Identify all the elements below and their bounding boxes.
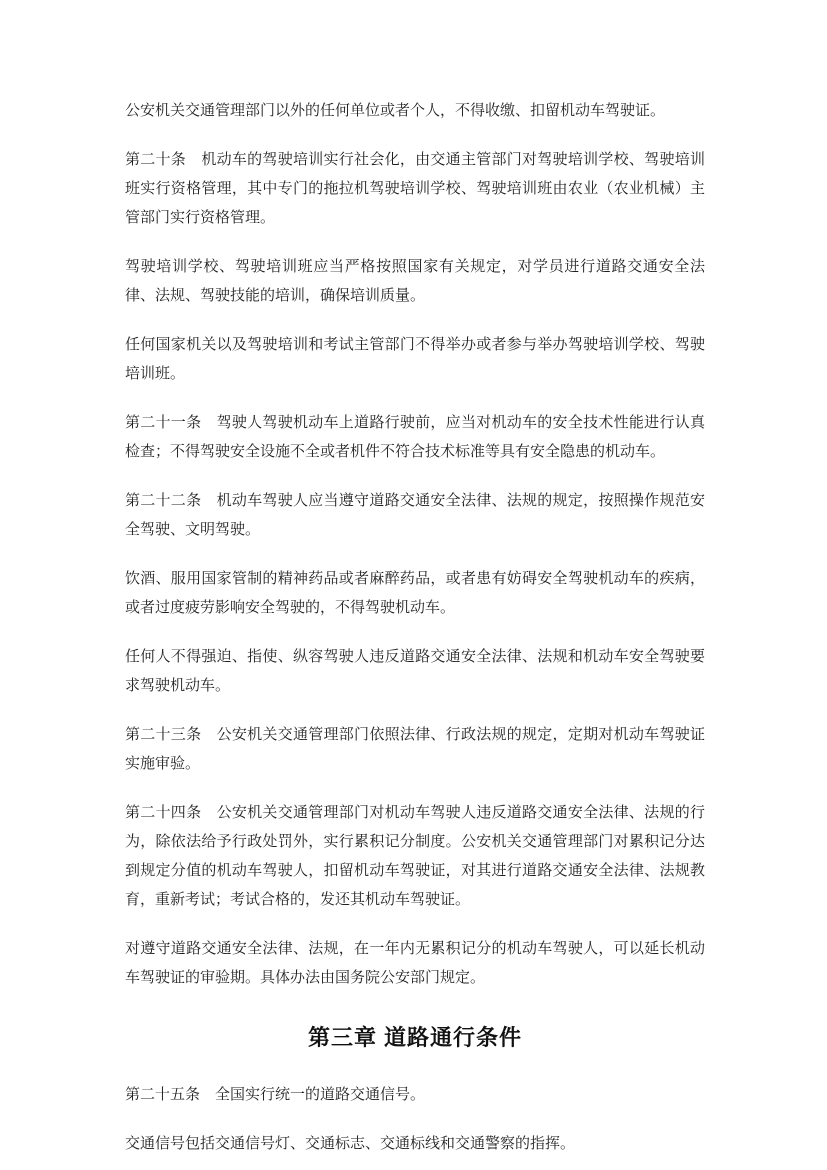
- paragraph-license-retention: 公安机关交通管理部门以外的任何单位或者个人，不得收缴、扣留机动车驾驶证。: [125, 103, 666, 119]
- paragraph-no-points-extension: 对遵守道路交通安全法律、法规，在一年内无累积记分的机动车驾驶人，可以延长机动车驾驶证的审验期。具体办法由国务院公安部门规定。: [125, 941, 705, 986]
- paragraph-article-24: 第二十四条 公安机关交通管理部门对机动车驾驶人违反道路交通安全法律、法规的行为，除依法给予行政处罚外，实行累积记分制度。公安机关交通管理部门对累积记分达到规定分值的机动车驾驶人，扣留机动车驾驶证，对其进行道路交通安全法律、法规教育，重新考试；考试合格的，发还其机动车驾驶证。: [125, 805, 705, 908]
- paragraph-training-schools: 驾驶培训学校、驾驶培训班应当严格按照国家有关规定，对学员进行道路交通安全法律、法规、驾驶技能的培训，确保培训质量。: [125, 259, 705, 304]
- paragraph-article-21: 第二十一条 驾驶人驾驶机动车上道路行驶前，应当对机动车的安全技术性能进行认真检查；不得驾驶安全设施不全或者机件不符合技术标准等具有安全隐患的机动车。: [125, 415, 705, 460]
- paragraph-article-25: 第二十五条 全国实行统一的道路交通信号。: [125, 1087, 426, 1103]
- chapter-heading: 第三章 道路通行条件: [307, 1025, 523, 1050]
- paragraph-state-organs: 任何国家机关以及驾驶培训和考试主管部门不得举办或者参与举办驾驶培训学校、驾驶培训班。: [125, 337, 705, 382]
- paragraph-article-20: 第二十条 机动车的驾驶培训实行社会化，由交通主管部门对驾驶培训学校、驾驶培训班实行资格管理，其中专门的拖拉机驾驶培训学校、驾驶培训班由农业（农业机械）主管部门实行资格管理。: [125, 152, 705, 226]
- paragraph-drinking-drugs: 饮酒、服用国家管制的精神药品或者麻醉药品，或者患有妨碍安全驾驶机动车的疾病，或者过度疲劳影响安全驾驶的，不得驾驶机动车。: [125, 571, 705, 616]
- paragraph-article-22: 第二十二条 机动车驾驶人应当遵守道路交通安全法律、法规的规定，按照操作规范安全驾驶、文明驾驶。: [125, 493, 705, 538]
- paragraph-article-23: 第二十三条 公安机关交通管理部门依照法律、行政法规的规定，定期对机动车驾驶证实施审验。: [125, 727, 705, 772]
- paragraph-traffic-signals: 交通信号包括交通信号灯、交通标志、交通标线和交通警察的指挥。: [125, 1136, 576, 1152]
- paragraph-no-coercion: 任何人不得强迫、指使、纵容驾驶人违反道路交通安全法律、法规和机动车安全驾驶要求驾驶机动车。: [125, 649, 705, 694]
